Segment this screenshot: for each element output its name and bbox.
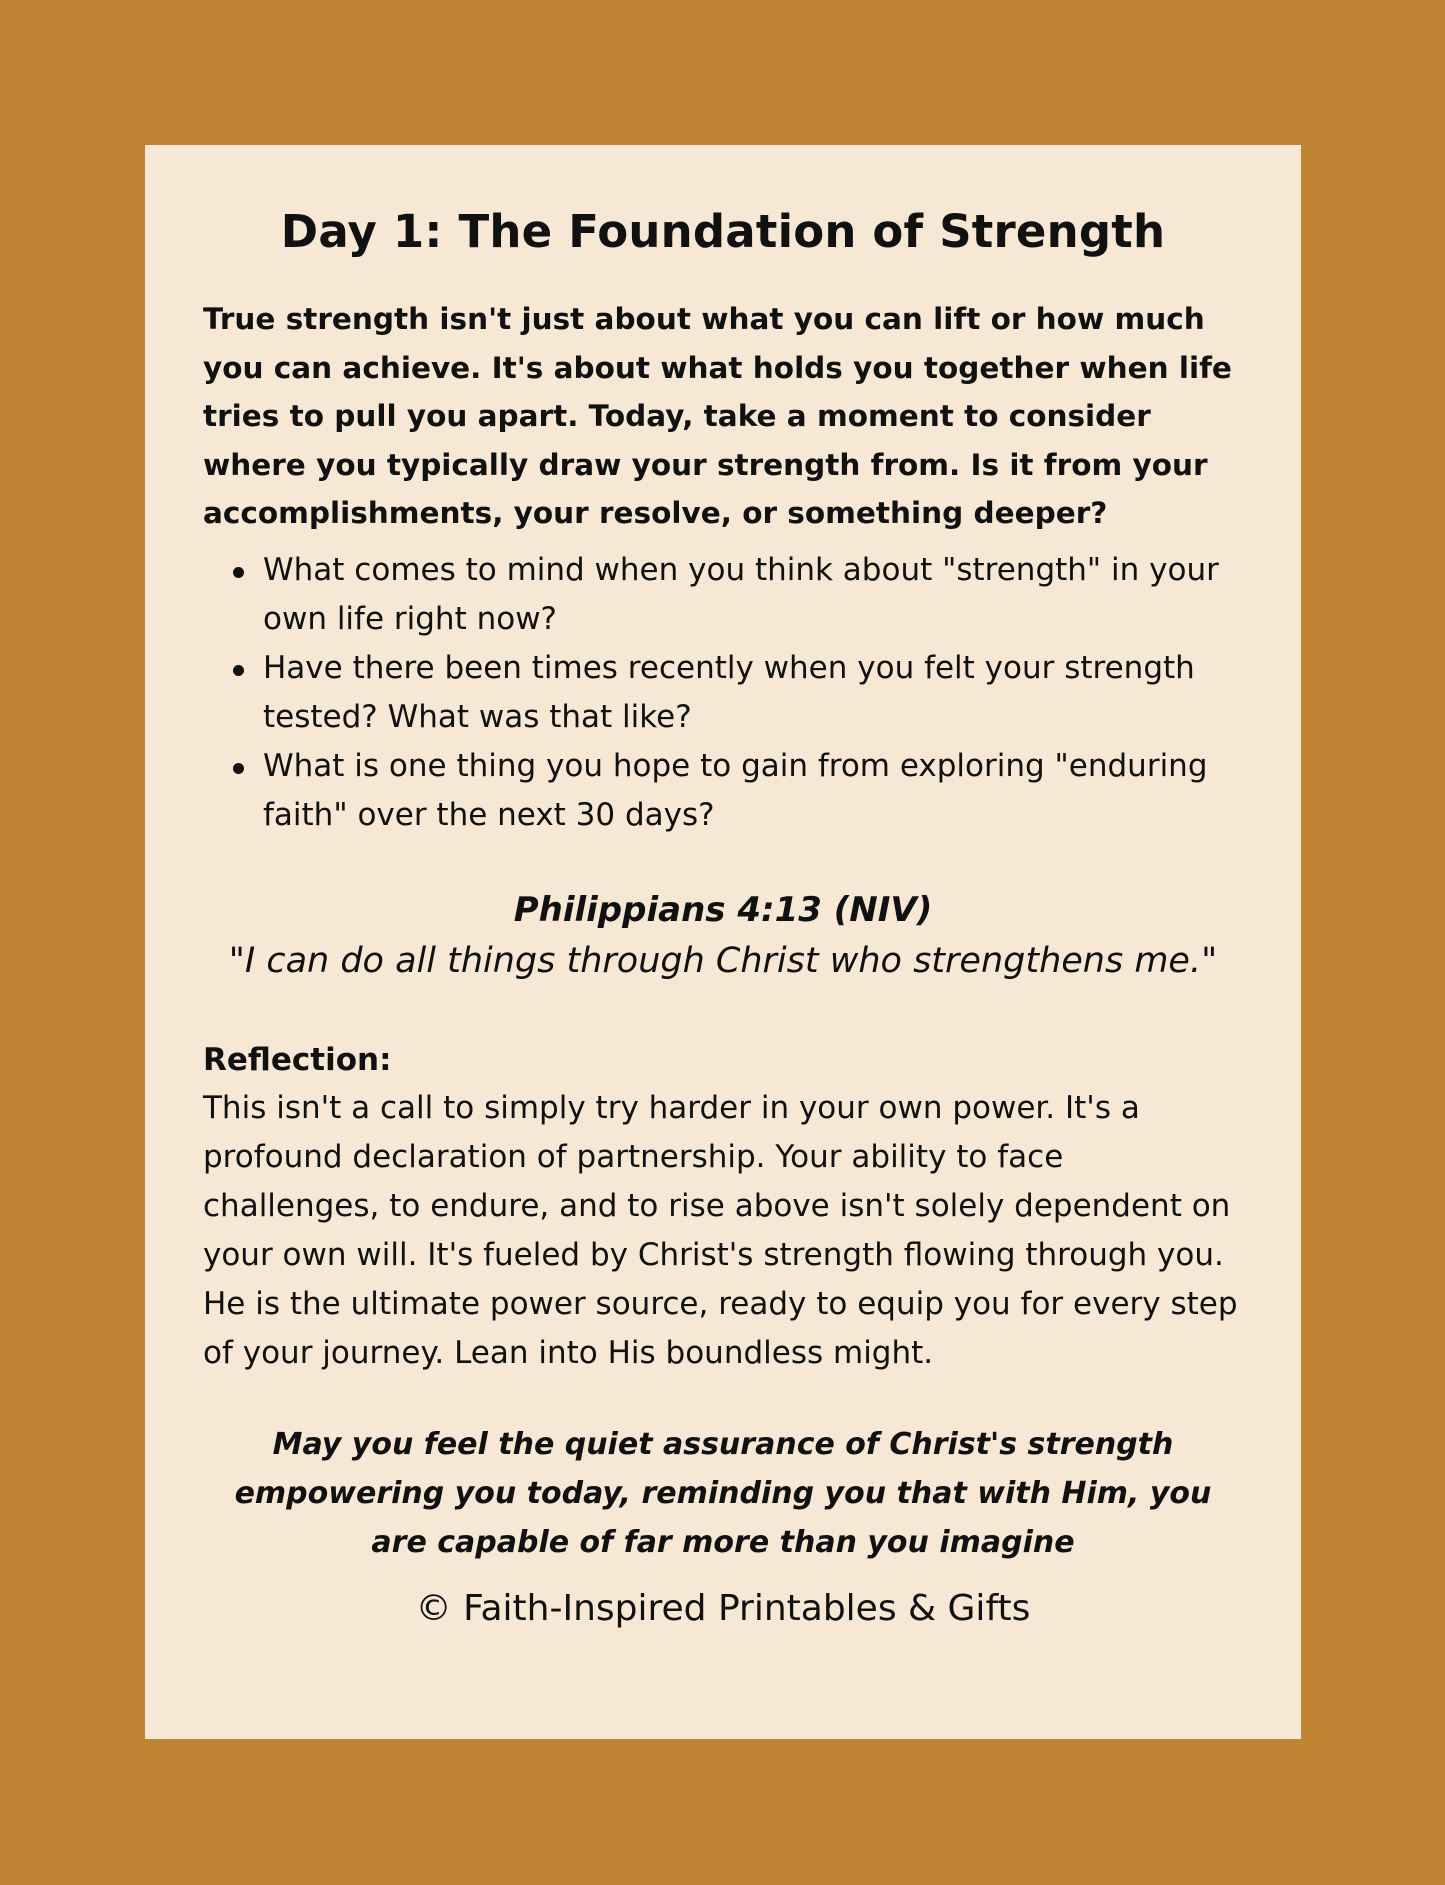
list-item — [263, 742, 1243, 840]
bullet-icon — [233, 665, 244, 676]
question-text: What comes to mind when you think about "strength" in your own life right now? — [263, 551, 1219, 637]
blessing-text: May you feel the quiet assurance of Christ's strength empowering you today, reminding you that with Him, you are capable of far more than you imagine — [234, 1427, 1212, 1561]
bullet-icon — [233, 567, 244, 578]
question-text: Have there been times recently when you felt your strength tested? What was that like? — [263, 649, 1195, 735]
verse-text: "I can do all things through Christ who strengthens me." — [228, 941, 1218, 982]
bullet-icon — [233, 763, 244, 774]
verse-reference: Philippians 4:13 (NIV) — [513, 889, 933, 930]
reflection-body: This isn't a call to simply try harder in your own power. It's a profound declaration of partnership. Your ability to face challenges, to endure, and to rise above isn't solely dependent on your own will. It's fueled by Christ's strength flowing through you. He is the ultimate power source, ready to equip you for every step of your journey. Lean into His boundless might. — [203, 1090, 1238, 1372]
list-item — [263, 546, 1243, 644]
page-title: Day 1: The Foundation of Strength — [280, 205, 1166, 258]
question-list — [203, 546, 1243, 840]
reflection-label: Reflection: — [203, 1042, 392, 1079]
copyright-notice: © Faith-Inspired Printables & Gifts — [415, 1588, 1031, 1630]
intro-paragraph: True strength isn't just about what you can lift or how much you can achieve. It's about what holds you together when life tries to pull you apart. Today, take a moment to consider where you typically draw your strength from. Is it from your accomplishments, your resolve, or something deeper? — [203, 302, 1232, 530]
devotional-card — [145, 145, 1301, 1739]
list-item — [263, 644, 1243, 742]
question-text: What is one thing you hope to gain from exploring "enduring faith" over the next 30 days? — [263, 747, 1208, 833]
